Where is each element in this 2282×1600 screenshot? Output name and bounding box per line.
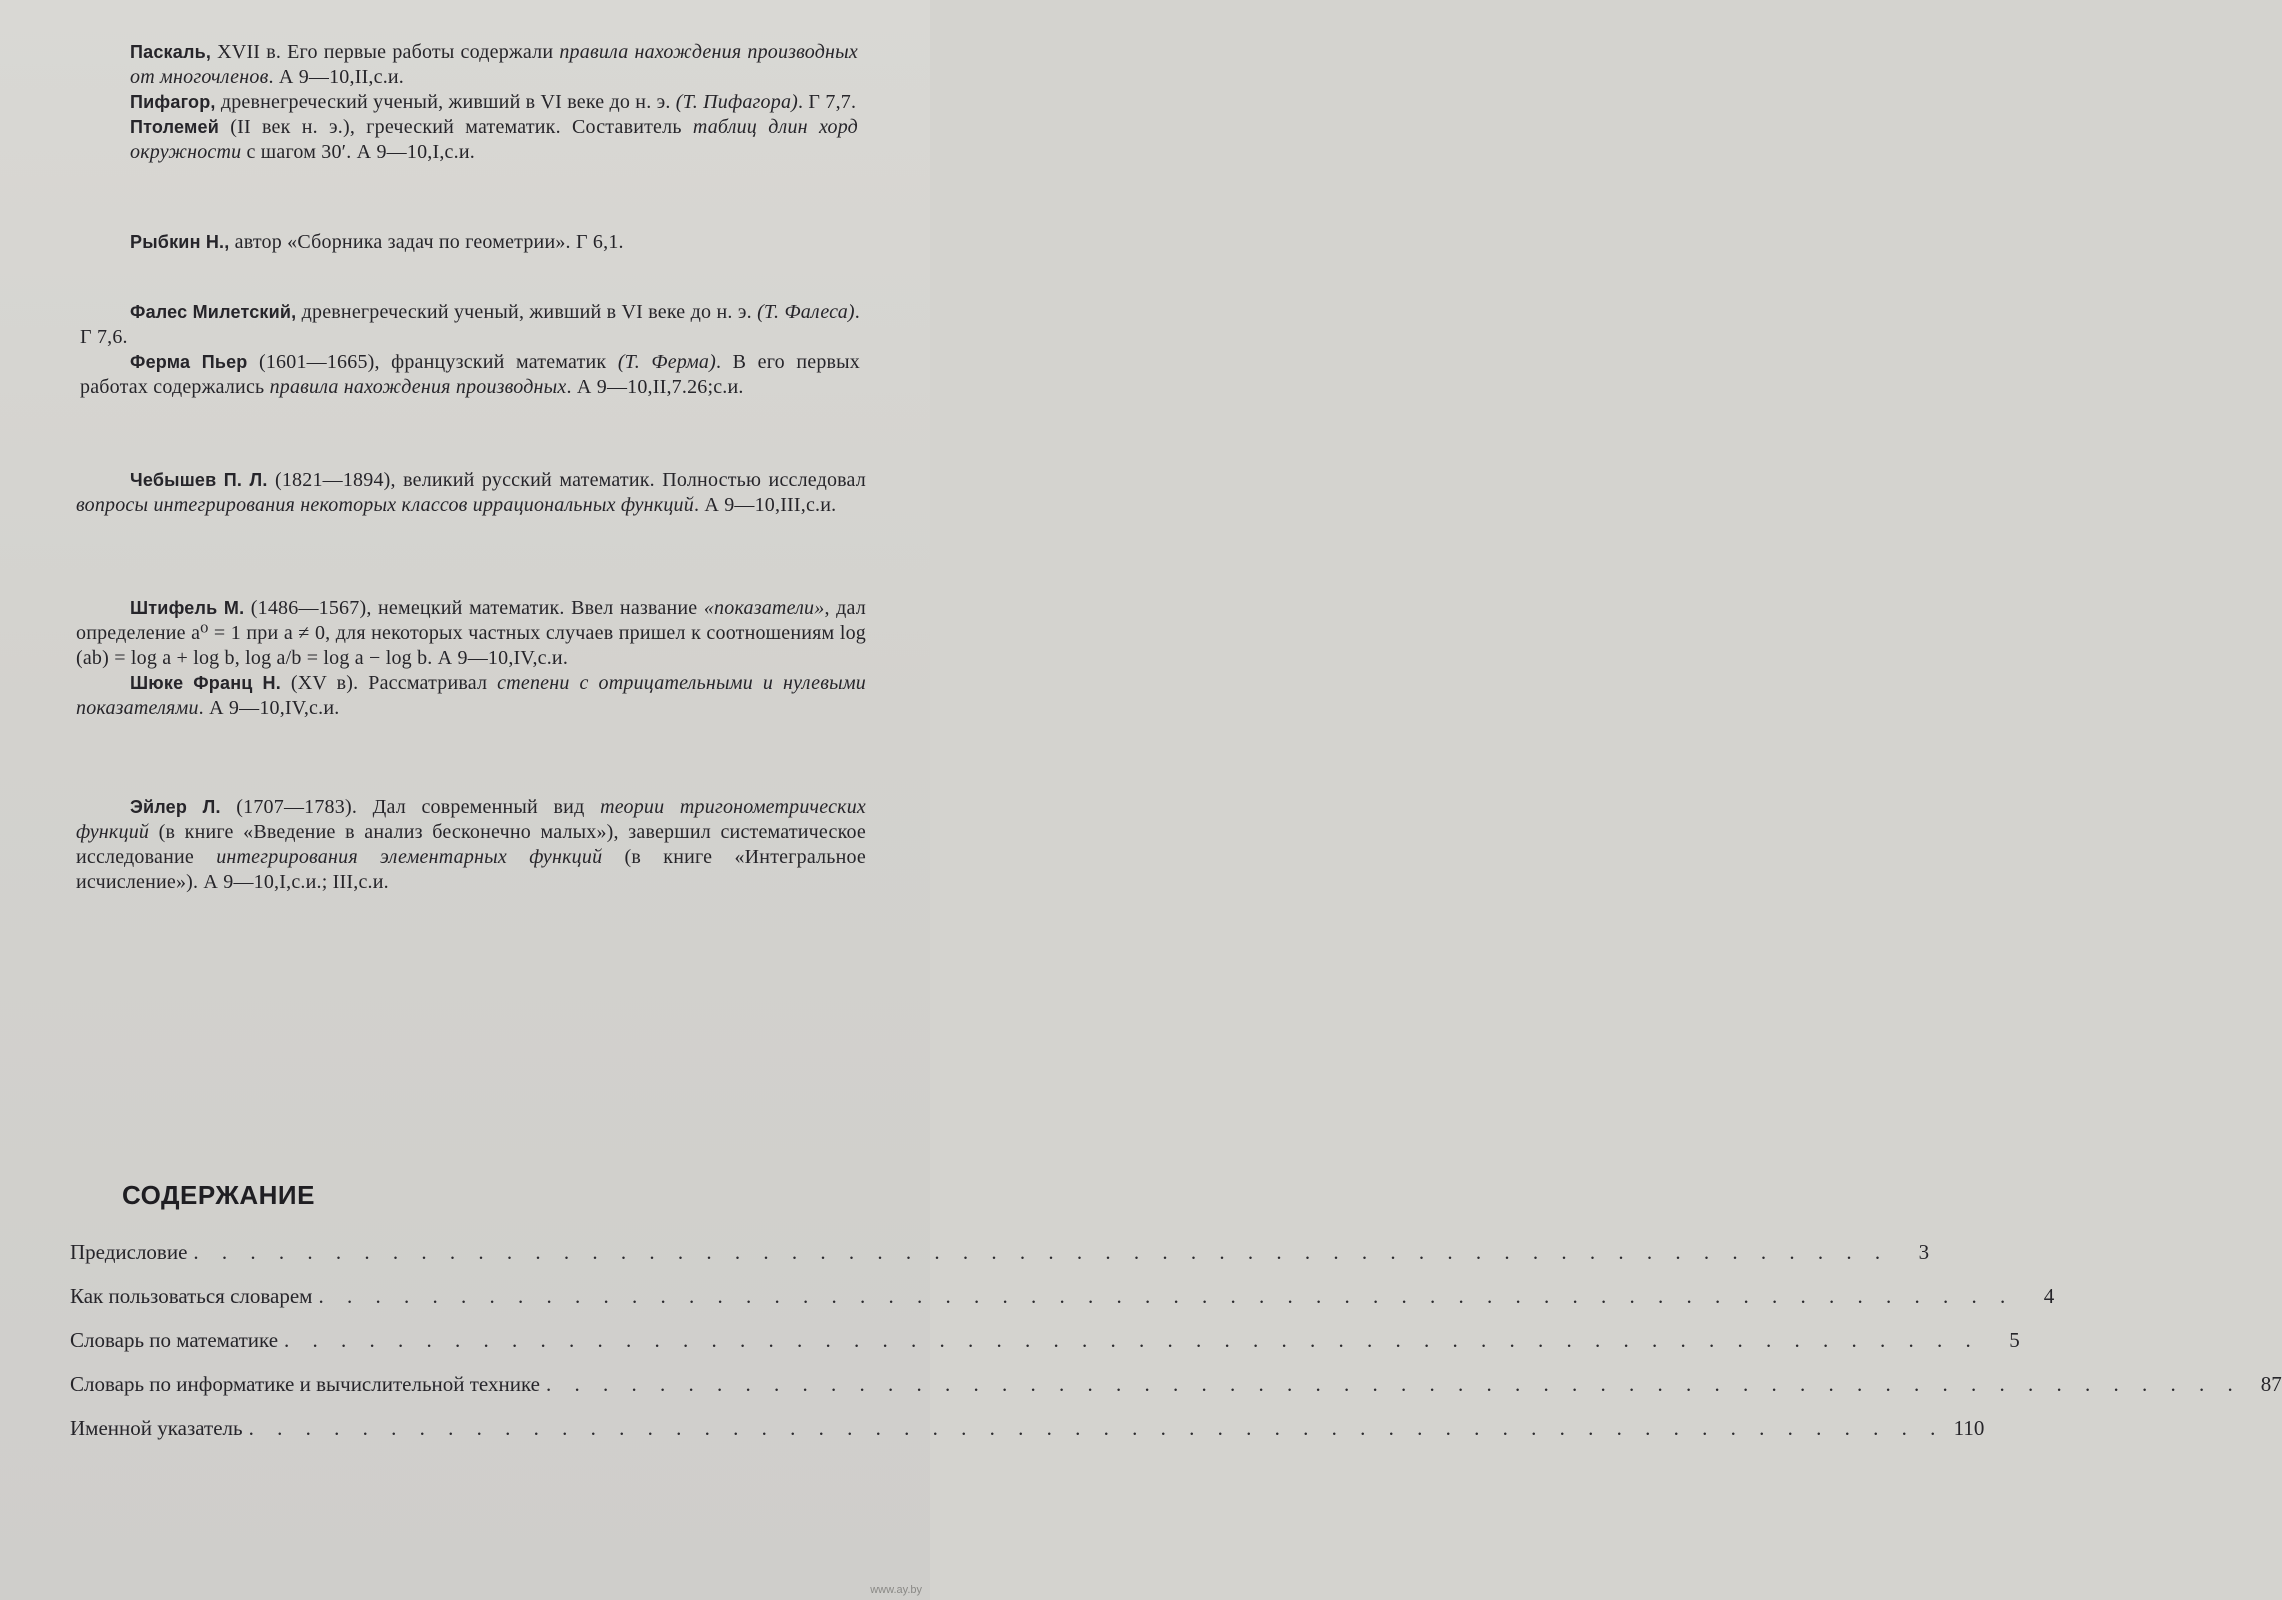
entries-group-p [0,40,930,165]
watermark: www.ay.by [870,1584,922,1596]
toc-title: Словарь по информатике и вычислительной технике [70,1372,540,1396]
entry-name: Рыбкин Н., [130,232,230,252]
toc-row [70,1372,2282,1416]
toc-page-number: 87 [2260,1372,2282,1396]
toc-heading: СОДЕРЖАНИЕ [122,1180,315,1210]
entries-group-r [0,230,930,255]
toc-leader-dots: . . . . . . . . . . . . . . . . . . . . . . . . . . . . . . . . . . . . . . . . . . . . . . . . . . . . . . . . . . . . [545,1372,2242,1396]
toc-leader-dots: . . . . . . . . . . . . . . . . . . . . . . . . . . . . . . . . . . . . . . . . . . . . . . . . . . . . . . . . . . . . [248,1416,1945,1440]
toc-row [70,1416,1985,1460]
entry-ptolemy: Птолемей (II век н. э.), греческий математик. Составитель таблиц длин хорд окружности с шагом 30′. А 9—10,I,с.и. [130,116,858,163]
entries-group-f [0,300,930,400]
entry-fermat: Ферма Пьер (1601—1665), французский математик (Т. Ферма). В его первых работах содержались правила нахождения производных. А 9—10,II,7.26;с.и. [80,351,861,398]
toc-page-number: 3 [1918,1240,1930,1264]
toc-leader-dots: . . . . . . . . . . . . . . . . . . . . . . . . . . . . . . . . . . . . . . . . . . . . . . . . . . . . . . . . . . . . [318,1284,2015,1308]
entry-name: Шюке Франц Н. [130,673,281,693]
toc-row [70,1284,2055,1328]
entry-stifel: Штифель М. (1486—1567), немецкий математик. Ввел название «показатели», дал определение a⁰ = 1 при a ≠ 0, для некоторых частных случаев пришел к соотношениям log (ab) = log a + log b, log a/b = log a − log b. А 9—10,IV,с.и. [76,597,866,669]
toc-title: Предисловие [70,1240,188,1264]
toc-row [70,1240,1930,1284]
toc-title: Как пользоваться словарем [70,1284,313,1308]
toc-page-number: 4 [2043,1284,2055,1308]
entry-name: Эйлер Л. [130,797,221,817]
entry-name: Чебышев П. Л. [130,470,268,490]
entry-rybkin: Рыбкин Н., автор «Сборника задач по геометрии». Г 6,1. [130,231,624,253]
entry-name: Птолемей [130,117,220,137]
toc-page-number: 110 [1953,1416,1985,1440]
toc-title: Словарь по математике [70,1328,279,1352]
entry-name: Ферма Пьер [130,352,248,372]
toc-row [70,1328,2020,1372]
table-of-contents [70,1240,2282,1460]
entry-name: Штифель М. [130,598,245,618]
toc-leader-dots: . . . . . . . . . . . . . . . . . . . . . . . . . . . . . . . . . . . . . . . . . . . . . . . . . . . . . . . . . . . . [284,1328,1980,1352]
entry-name: Пифагор, [130,92,216,112]
entries-group-e [0,795,930,895]
entry-name: Паскаль, [130,42,212,62]
toc-page-number: 5 [2009,1328,2020,1352]
toc-leader-dots: . . . . . . . . . . . . . . . . . . . . . . . . . . . . . . . . . . . . . . . . . . . . . . . . . . . . . . . . . . . . [193,1240,1890,1264]
entries-group-sh [0,596,930,721]
entry-name: Фалес Милетский, [130,302,297,322]
toc-title: Именной указатель [70,1416,243,1440]
entries-group-ch [0,468,930,518]
entry-pythagoras: Пифагор, древнегреческий ученый, живший в VI веке до н. э. (Т. Пифагора). Г 7,7. [130,91,857,113]
entry-chebyshev: Чебышев П. Л. (1821—1894), великий русский математик. Полностью исследовал вопросы интегрирования некоторых классов иррациональных функций. А 9—10,III,с.и. [76,469,866,516]
entry-euler: Эйлер Л. (1707—1783). Дал современный вид теории тригонометрических функций (в книге «Введение в анализ бесконечно малых»), завершил систематическое исследование интегрирования элементарных функций (в книге «Интегральное исчисление»). А 9—10,I,с.и.; III,с.и. [76,796,866,893]
entry-pascal: Паскаль, XVII в. Его первые работы содержали правила нахождения производных от многочленов. А 9—10,II,с.и. [130,41,859,88]
entry-thales: Фалес Милетский, древнегреческий ученый, живший в VI веке до н. э. (Т. Фалеса). Г 7,6. [80,301,860,348]
entry-chuquet: Шюке Франц Н. (XV в). Рассматривал степени с отрицательными и нулевыми показателями. А 9—10,IV,с.и. [76,672,866,719]
